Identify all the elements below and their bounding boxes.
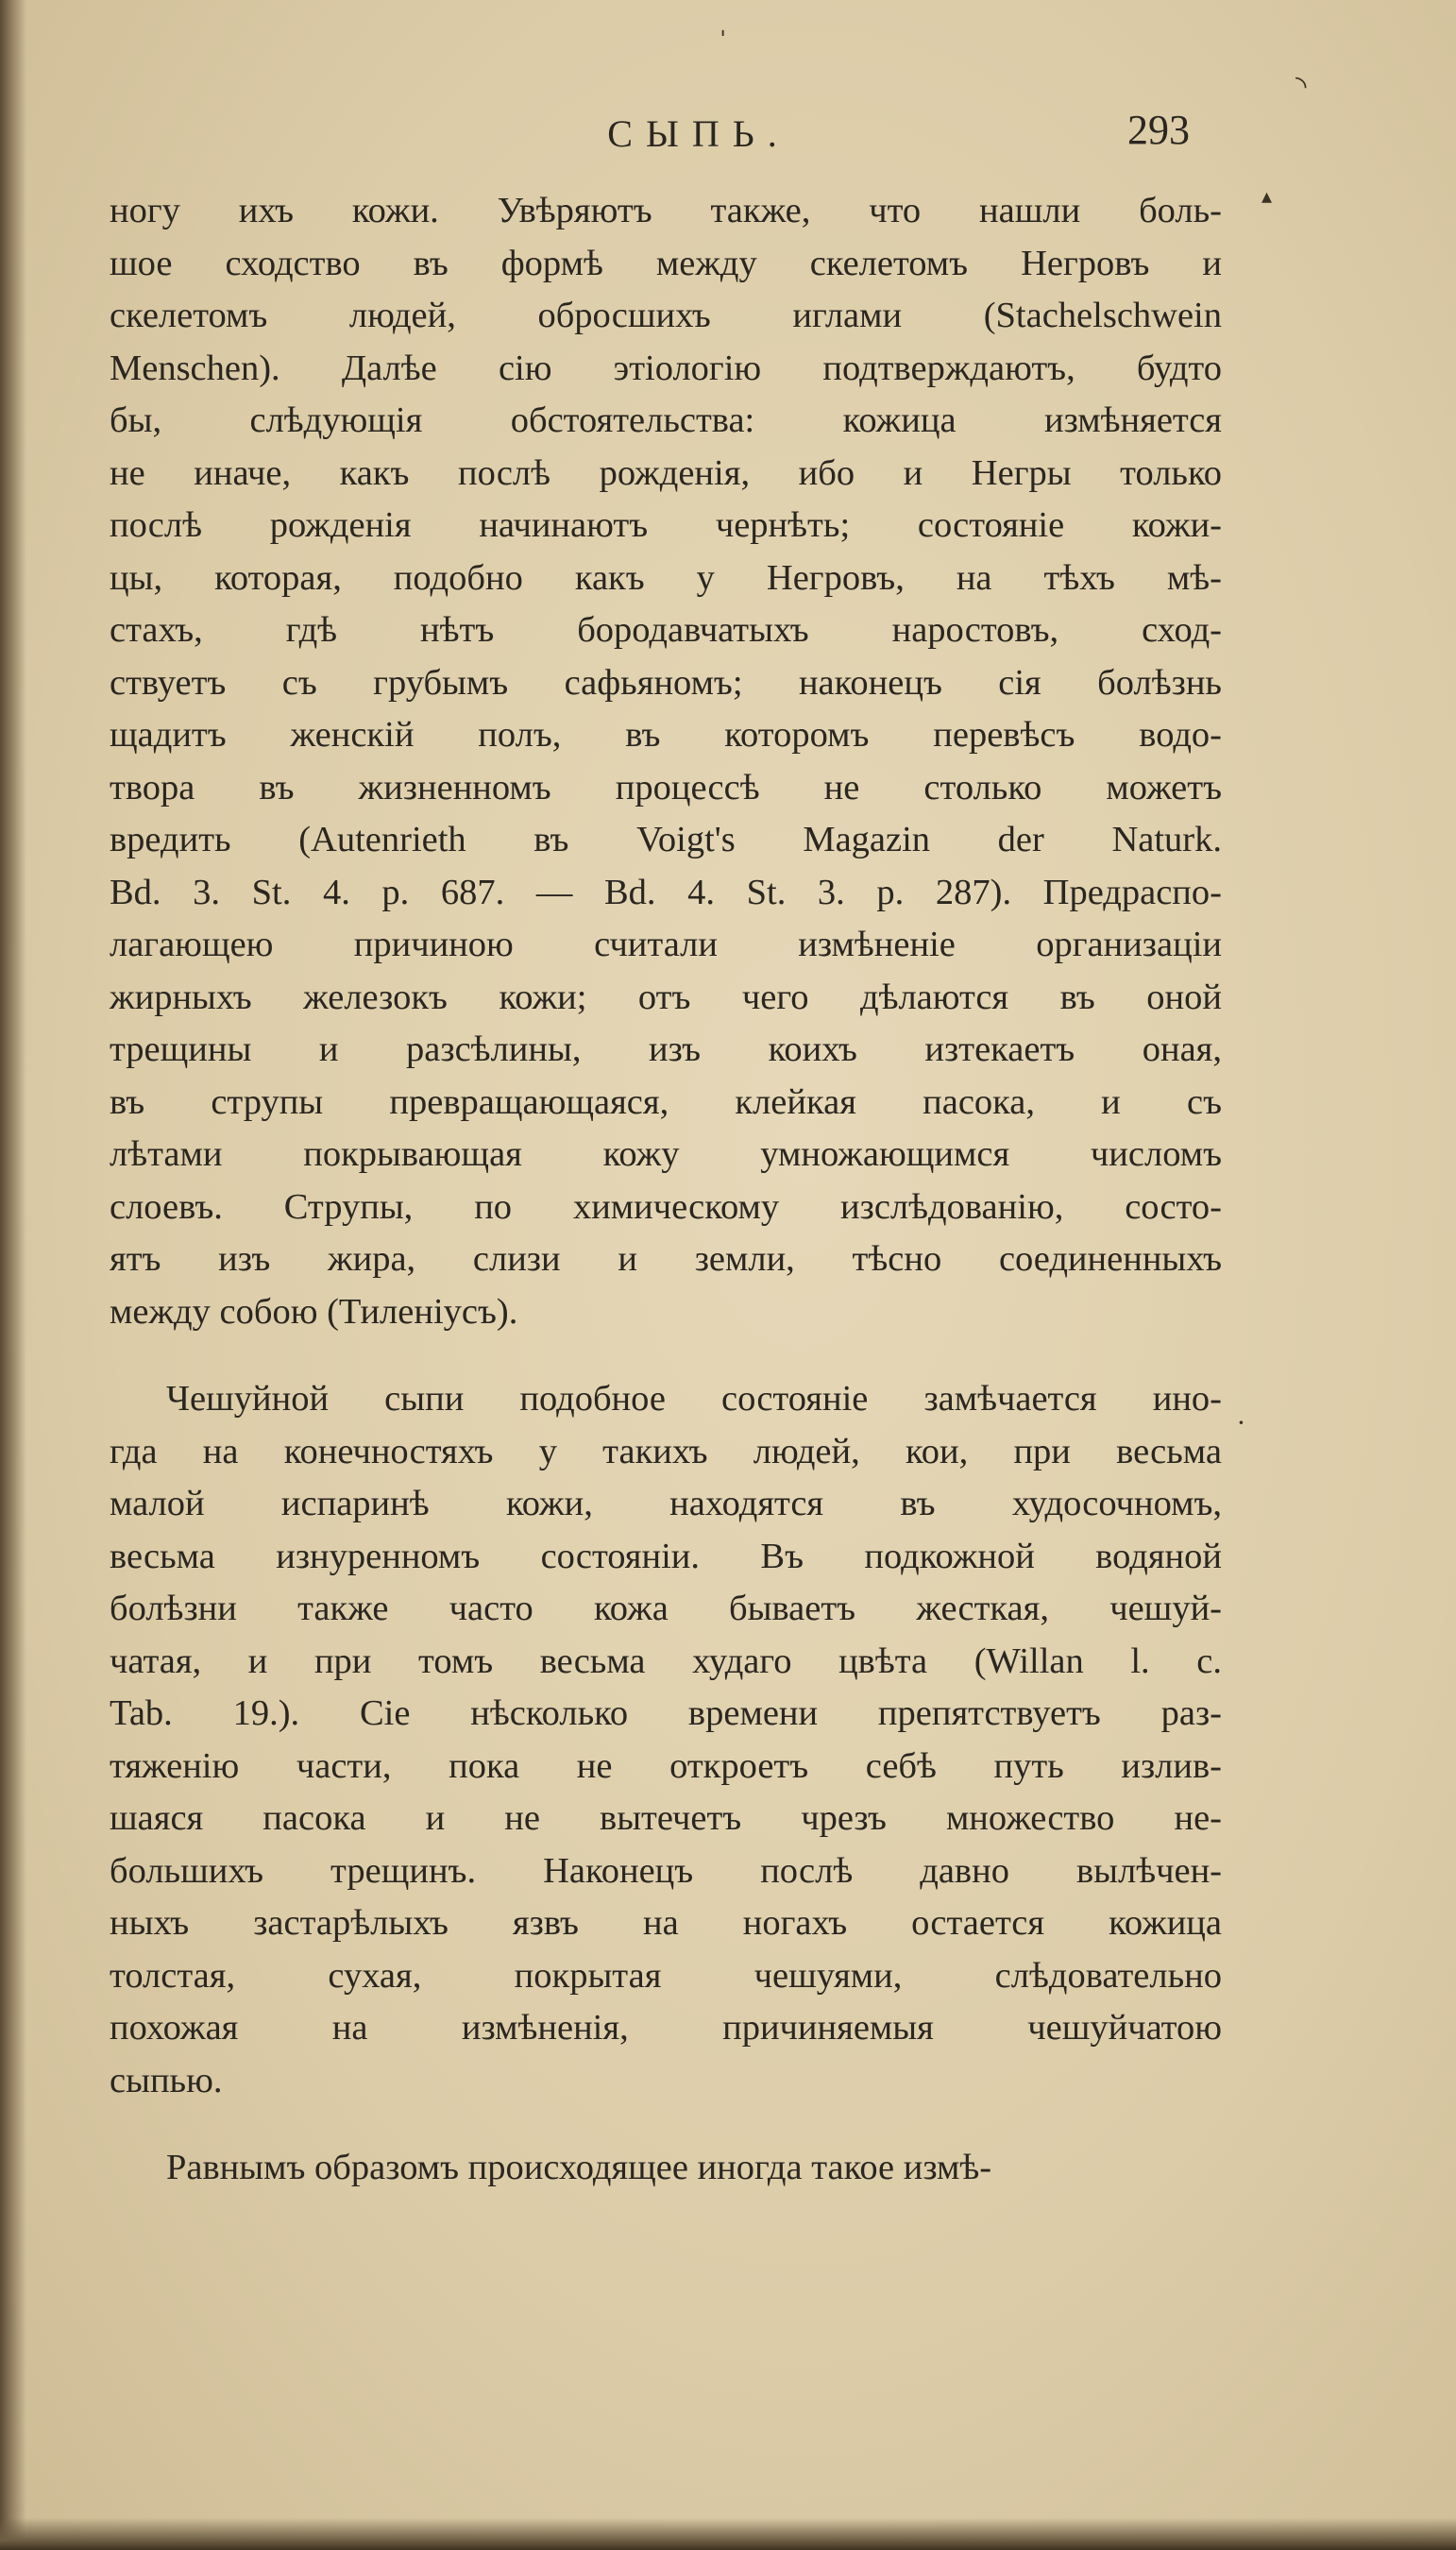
- text-line: чатая, и при томъ весьма худаго цвѣта (Willan l. c.: [110, 1640, 1222, 1681]
- page-number: 293: [1127, 107, 1190, 153]
- text-line: похожая на измѣненія, причиняемыя чешуйчатою: [110, 2008, 1222, 2048]
- text-line: ствуетъ съ грубымъ сафьяномъ; наконецъ сія болѣзнь: [110, 662, 1222, 703]
- paragraph: [110, 2142, 1222, 2195]
- text-line: гда на конечностяхъ у такихъ людей, кои, при весьма: [110, 1431, 1222, 1471]
- speck-mark: ·: [1237, 1407, 1245, 1438]
- text-line: щадитъ женскій полъ, въ которомъ перевѣсъ водо-: [110, 715, 1222, 755]
- text-line: Tab. 19.). Сіе нѣсколько времени препятствуетъ раз-: [110, 1693, 1222, 1733]
- text-line: между собою (Тиленіусъ).: [110, 1291, 518, 1332]
- page-header: [0, 107, 1456, 168]
- text-line: слоевъ. Струпы, по химическому изслѣдованію, состо-: [110, 1186, 1222, 1227]
- spine-shadow: [0, 0, 26, 2550]
- text-line: шое сходство въ формѣ между скелетомъ Негровъ и: [110, 243, 1222, 283]
- text-line: стахъ, гдѣ нѣтъ бородавчатыхъ наростовъ, сход-: [110, 610, 1222, 650]
- speck-mark: ◝: [1295, 70, 1307, 103]
- text-line: бы, слѣдующія обстоятельства: кожица измѣняется: [110, 400, 1222, 440]
- text-line: шаяся пасока и не вытечетъ чрезъ множество не-: [110, 1798, 1222, 1838]
- text-line: тяженію части, пока не откроетъ себѣ путь излив-: [110, 1745, 1222, 1786]
- text-line: въ струпы превращающаяся, клейкая пасока, и съ: [110, 1081, 1222, 1122]
- running-head: СЫПЬ.: [607, 112, 790, 155]
- text-line: Равнымъ образомъ происходящее иногда такое измѣ-: [166, 2148, 992, 2187]
- text-line: скелетомъ людей, обросшихъ иглами (Stachelschwein: [110, 296, 1222, 335]
- paragraph-gap: [110, 2107, 1222, 2142]
- speck-mark: ▴: [1261, 185, 1273, 209]
- paragraph: [110, 185, 1222, 1338]
- text-line: ныхъ застарѣлыхъ язвъ на ногахъ остается кожица: [110, 1903, 1222, 1943]
- text-line: вредить (Autenrieth въ Voigt's Magazin der Naturk.: [110, 820, 1222, 859]
- body-text: [110, 185, 1222, 2195]
- text-line: послѣ рожденія начинаютъ чернѣть; состояніе кожи-: [110, 505, 1222, 545]
- text-line: твора въ жизненномъ процессѣ не столько можетъ: [110, 767, 1222, 808]
- text-line: толстая, сухая, покрытая чешуями, слѣдовательно: [110, 1955, 1222, 1996]
- text-line: сыпью.: [110, 2060, 223, 2100]
- text-line: Menschen). Далѣе сію этіологію подтверждаютъ, будто: [110, 348, 1222, 388]
- text-line: ятъ изъ жира, слизи и земли, тѣсно соединенныхъ: [110, 1239, 1222, 1279]
- text-line: лѣтами покрывающая кожу умножающимся числомъ: [110, 1134, 1222, 1174]
- text-line: Чешуйной сыпи подобное состояніе замѣчается ино-: [166, 1379, 1222, 1419]
- text-line: не иначе, какъ послѣ рожденія, ибо и Негры только: [110, 452, 1222, 493]
- text-line: большихъ трещинъ. Наконецъ послѣ давно вылѣчен-: [110, 1850, 1222, 1891]
- text-line: малой испаринѣ кожи, находятся въ худосочномъ,: [110, 1484, 1222, 1523]
- text-line: Bd. 3. St. 4. p. 687. — Bd. 4. St. 3. p. 287). Предраспо-: [110, 872, 1222, 912]
- page-bottom-edge: [0, 2518, 1456, 2550]
- text-line: весьма изнуренномъ состояніи. Въ подкожной водяной: [110, 1536, 1222, 1576]
- paragraph-gap: [110, 1338, 1222, 1373]
- paragraph: [110, 1373, 1222, 2107]
- text-line: ногу ихъ кожи. Увѣряютъ также, что нашли боль-: [110, 191, 1222, 230]
- text-line: жирныхъ железокъ кожи; отъ чего дѣлаются въ оной: [110, 977, 1222, 1017]
- text-line: болѣзни также часто кожа бываетъ жесткая, чешуй-: [110, 1589, 1222, 1628]
- text-line: трещины и разсѣлины, изъ коихъ изтекаетъ оная,: [110, 1029, 1222, 1069]
- text-line: лагающею причиною считали измѣненіе организаціи: [110, 925, 1222, 964]
- speck-mark: ˌ: [720, 11, 727, 40]
- text-line: цы, которая, подобно какъ у Негровъ, на тѣхъ мѣ-: [110, 557, 1222, 598]
